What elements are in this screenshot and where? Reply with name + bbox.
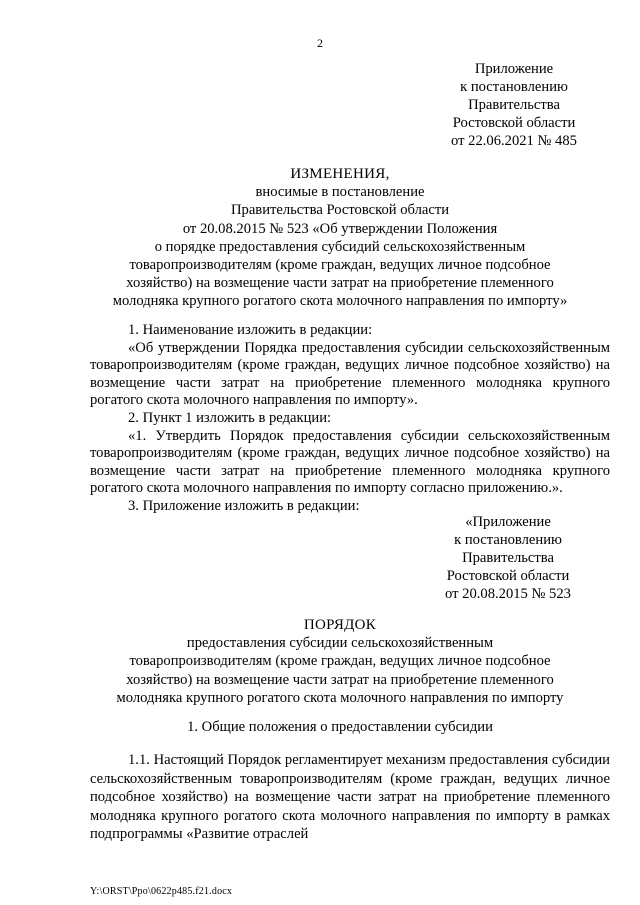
item-2-text: «1. Утвердить Порядок предоставления субсидии сельскохозяйственным товаропроизводителям (кроме граждан, ведущих личное подсобное хозяйство) на возмещение части затрат на приобретение племенного молодняка крупного рогатого скота молочного направления по импорту согласно приложению.». xyxy=(90,427,610,497)
appendix-line: к постановлению xyxy=(460,79,568,95)
inner-appendix xyxy=(438,513,578,603)
item-1-text: «Об утверждении Порядка предоставления субсидии сельскохозяйственным товаропроизводителям (кроме граждан, ведущих личное подсобное хозяйство) на возмещение части затрат на приобретение племенного молодняка крупного рогатого скота молочного направления по импорту». xyxy=(90,339,610,409)
page-number: 2 xyxy=(317,36,323,50)
file-path-footer: Y:\ORST\Ppo\0622p485.f21.docx xyxy=(90,886,233,897)
changes-line: вносимые в постановление xyxy=(255,184,425,201)
appendix-line: Приложение xyxy=(474,61,554,77)
changes-heading xyxy=(70,165,610,311)
order-line: молодняка крупного рогатого скота молочного направления по импорту xyxy=(116,689,564,706)
item-2: 2. Пункт 1 изложить в редакции: xyxy=(128,409,332,426)
amendment-items xyxy=(90,322,610,516)
item-3: 3. Приложение изложить в редакции: xyxy=(128,497,360,514)
section-title: 1. Общие положения о предоставлении субсидии xyxy=(187,719,493,735)
order-line: товаропроизводителям (кроме граждан, ведущих личное подсобное xyxy=(129,653,551,670)
order-line: предоставления субсидии сельскохозяйственным xyxy=(186,635,494,652)
item-1: 1. Наименование изложить в редакции: xyxy=(128,322,373,338)
changes-title: ИЗМЕНЕНИЯ, xyxy=(290,166,390,182)
changes-line: товаропроизводителям (кроме граждан, ведущих личное подсобное xyxy=(129,257,551,274)
appendix-line: Правительства xyxy=(468,97,560,113)
appendix-header xyxy=(450,60,578,150)
changes-line: молодняка крупного рогатого скота молочного направления по импорту» xyxy=(112,293,568,310)
inner-appendix-line: от 20.08.2015 № 523 xyxy=(445,586,571,602)
order-line: хозяйство) на возмещение части затрат на приобретение племенного xyxy=(126,671,554,688)
changes-line: о порядке предоставления субсидий сельскохозяйственным xyxy=(154,238,526,255)
order-heading xyxy=(70,616,610,707)
section-paragraph xyxy=(90,751,610,844)
inner-appendix-line: «Приложение xyxy=(465,514,551,530)
paragraph-1-1: 1.1. Настоящий Порядок регламентирует механизм предоставления субсидии сельскохозяйственным товаропроизводителям (кроме граждан, ведущих личное подсобное хозяйство) на возмещение части затрат на приобретение племенного молодняка крупного рогатого скота молочного направления по импорту в рамках подпрограммы «Развитие отраслей xyxy=(90,752,610,843)
inner-appendix-line: Правительства xyxy=(462,550,554,566)
appendix-line: Ростовской области xyxy=(452,115,576,131)
changes-line: хозяйство) на возмещение части затрат на приобретение племенного xyxy=(126,275,554,292)
inner-appendix-line: Ростовской области xyxy=(446,568,570,584)
order-title: ПОРЯДОК xyxy=(303,617,377,633)
changes-line: Правительства Ростовской области xyxy=(230,202,450,219)
appendix-line: от 22.06.2021 № 485 xyxy=(451,133,577,149)
changes-line: от 20.08.2015 № 523 «Об утверждении Положения xyxy=(182,220,498,237)
inner-appendix-line: к постановлению xyxy=(454,532,562,548)
